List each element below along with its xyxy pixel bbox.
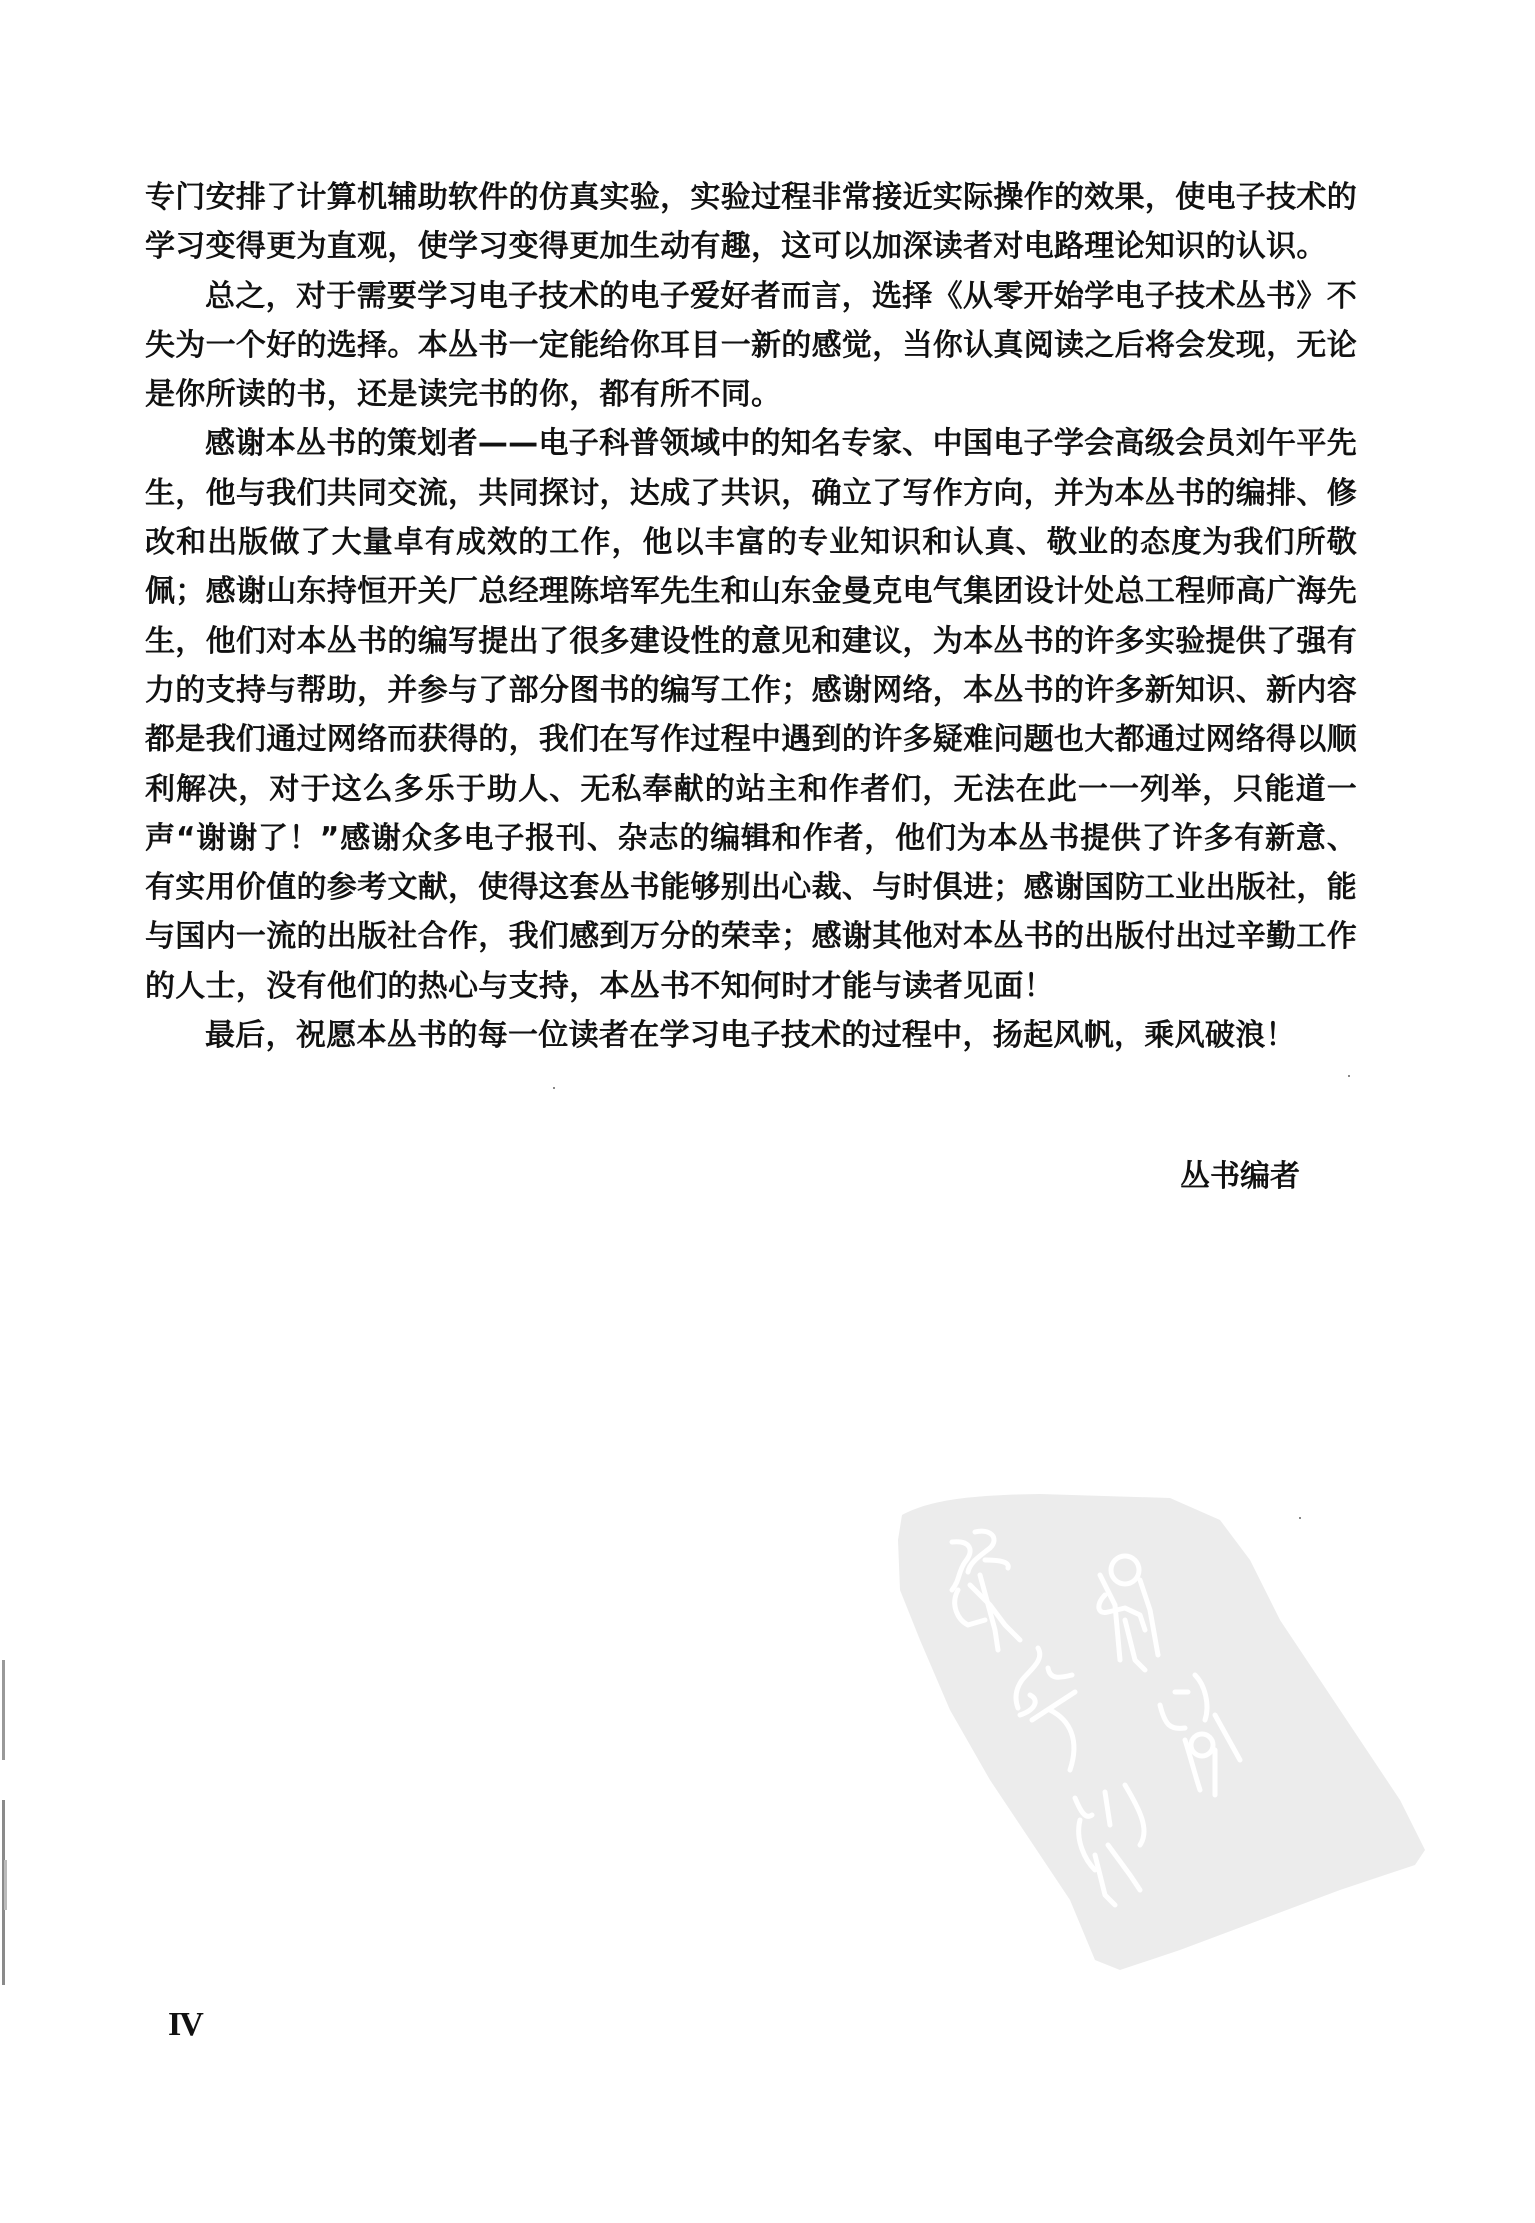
scan-speck [553,1087,555,1089]
signature: 丛书编者 [1180,1159,1300,1194]
page-number: IV [168,2006,202,2043]
scan-edge-line [4,1860,7,1910]
scan-edge-line [2,1660,5,1760]
paragraph-1: 专门安排了计算机辅助软件的仿真实验，实验过程非常接近实际操作的效果，使电子技术的学习变得更为直观，使学习变得更加生动有趣，这可以加深读者对电路理论知识的认识。 [145,180,1357,265]
paragraph-4-closing: 最后，祝愿本丛书的每一位读者在学习电子技术的过程中，扬起风帆，乘风破浪！ [205,1018,1296,1054]
preface-body [145,173,1357,1060]
scan-speck [1348,1075,1350,1077]
paragraph-3-acknowledgements: 感谢本丛书的策划者——电子科普领域中的知名专家、中国电子学会高级会员刘午平先生，他与我们共同交流，共同探讨，达成了共识，确立了写作方向，并为本丛书的编排、修改和出版做了大量卓有成效的工作，他以丰富的专业知识和认真、敬业的态度为我们所敬佩；感谢山东持恒开关厂总经理陈培军先生和山东金曼克电气集团设计处总工程师高广海先生，他们对本丛书的编写提出了很多建设性的意见和建议，为本丛书的许多实验提供了强有力的支持与帮助，并参与了部分图书的编写工作；感谢网络，本丛书的许多新知识、新内容都是我们通过网络而获得的，我们在写作过程中遇到的许多疑难问题也大都通过网络得以顺利解决，对于这么多乐于助人、无私奉献的站主和作者们，无法在此一一列举，只能道一声“谢谢了！”感谢众多电子报刊、杂志的编辑和作者，他们为本丛书提供了许多有新意、有实用价值的参考文献，使得这套丛书能够别出心裁、与时俱进；感谢国防工业出版社，能与国内一流的出版社合作，我们感到万分的荣幸；感谢其他对本丛书的出版付出过辛勤工作的人士，没有他们的热心与支持，本丛书不知何时才能与读者见面！ [145,426,1357,1004]
paragraph-2: 总之，对于需要学习电子技术的电子爱好者而言，选择《从零开始学电子技术丛书》不失为一个好的选择。本丛书一定能给你耳目一新的感觉，当你认真阅读之后将会发现，无论是你所读的书，还是读完书的你，都有所不同。 [145,278,1357,413]
scan-speck [1299,1517,1301,1519]
seal-stamp-icon [840,1480,1440,2030]
